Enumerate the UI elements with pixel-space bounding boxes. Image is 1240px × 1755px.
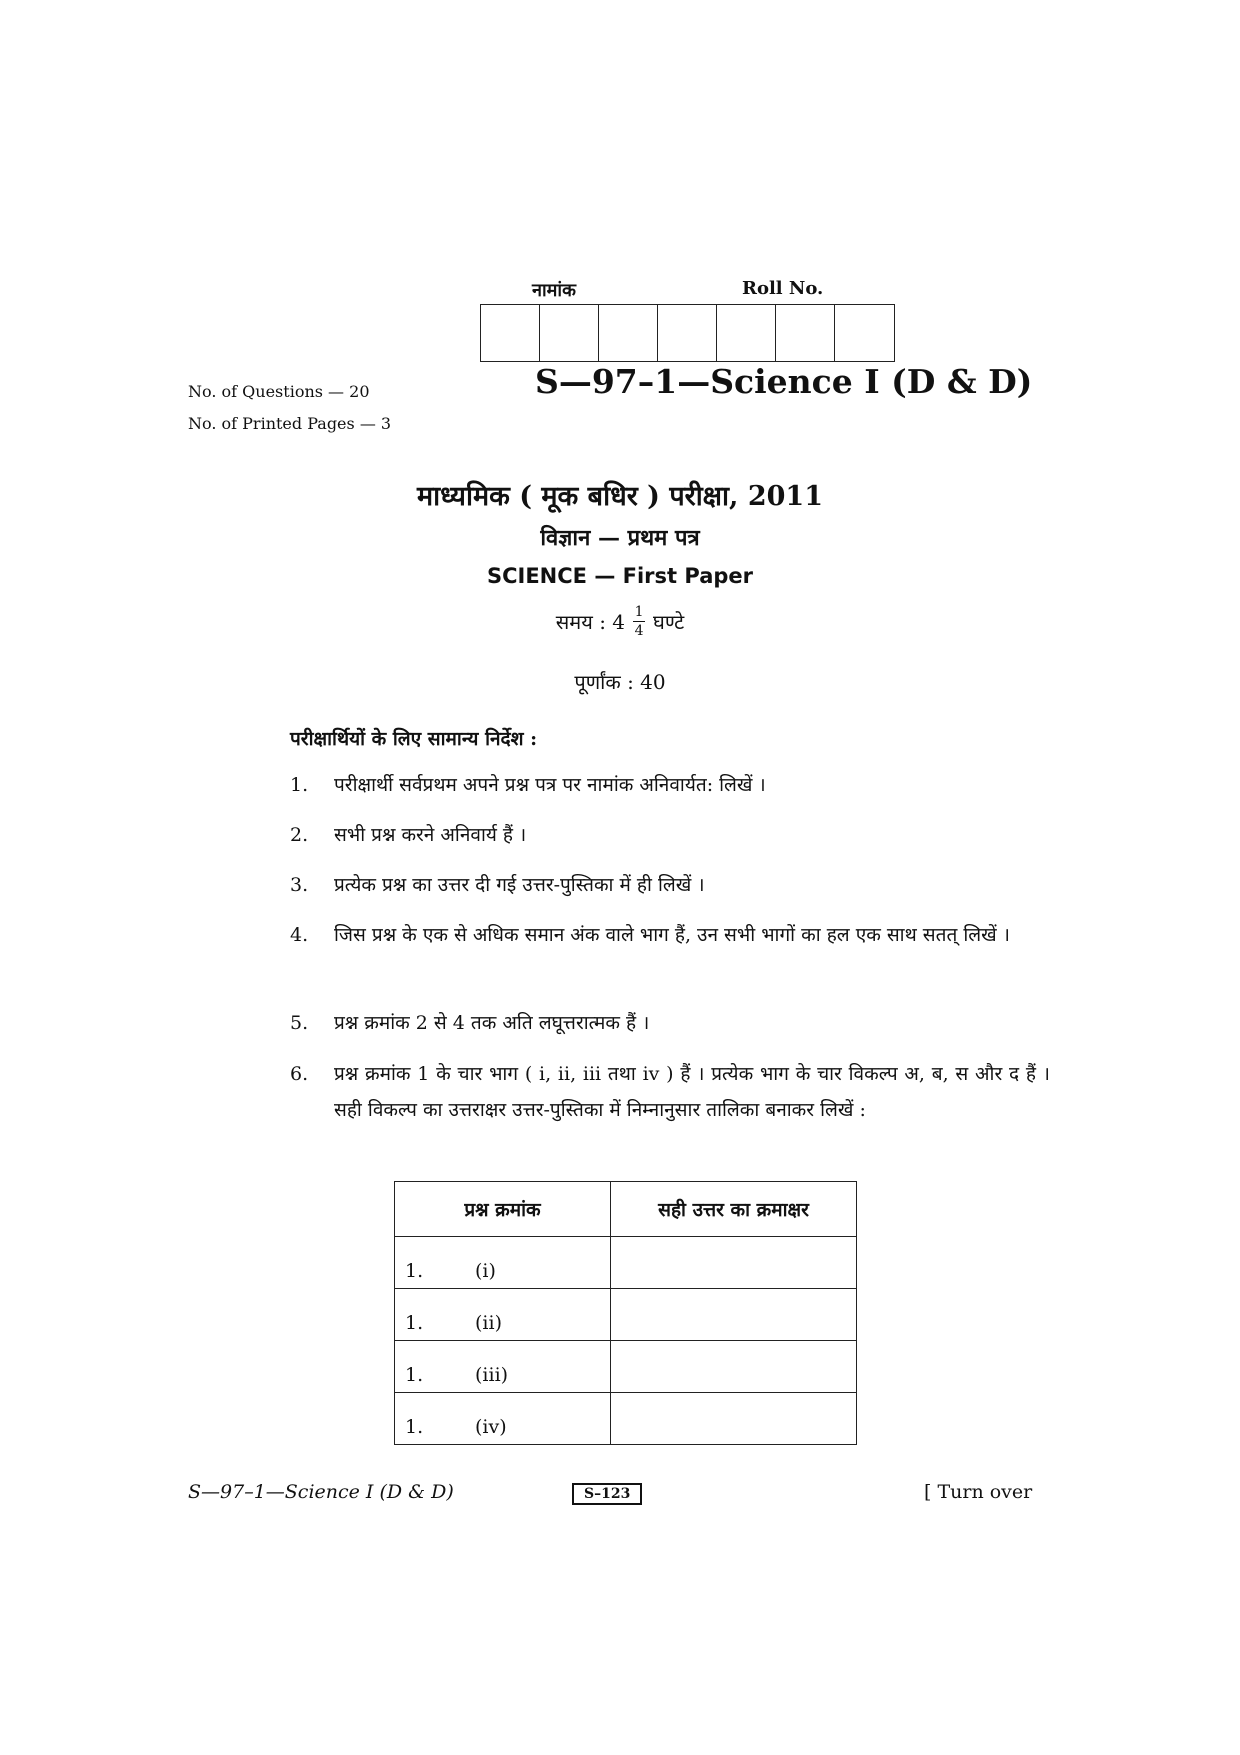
instruction-number: 5. (290, 1012, 309, 1034)
table-row (395, 1237, 857, 1289)
fraction-denominator: 4 (634, 623, 644, 639)
column-header-answer: सही उत्तर का क्रमाक्षर (611, 1182, 857, 1237)
turn-over-note: [ Turn over (924, 1481, 1033, 1503)
answer-cell (611, 1393, 857, 1445)
max-marks: पूर्णांक : 40 (574, 670, 666, 694)
footer-paper-code: S—97–1—Science I (D & D) (188, 1481, 454, 1503)
roll-box (481, 305, 540, 361)
question-number: 1. (405, 1312, 424, 1334)
instruction-number: 6. (290, 1063, 309, 1085)
instruction-number: 4. (290, 924, 309, 946)
instruction-item (290, 817, 1050, 853)
instruction-item (290, 1056, 1050, 1128)
subject-title-english: SCIENCE — First Paper (486, 564, 754, 588)
roll-label-english: Roll No. (742, 278, 824, 299)
roll-box (776, 305, 835, 361)
question-part: (iii) (475, 1364, 509, 1386)
roll-box (717, 305, 776, 361)
time-unit: घण्टे (653, 610, 685, 634)
roll-label-hindi: नामांक (532, 280, 576, 301)
instruction-number: 3. (290, 874, 309, 896)
instruction-number: 1. (290, 774, 309, 796)
table-row (395, 1393, 857, 1445)
question-cell (395, 1289, 611, 1341)
question-cell (395, 1237, 611, 1289)
answer-format-table (394, 1181, 857, 1445)
table-row (395, 1341, 857, 1393)
roll-box (658, 305, 717, 361)
subject-title-hindi: विज्ञान — प्रथम पत्र (540, 525, 700, 551)
question-number: 1. (405, 1364, 424, 1386)
time-label: समय : 4 (555, 610, 626, 634)
column-header-question: प्रश्न क्रमांक (395, 1182, 611, 1237)
instruction-text: सभी प्रश्न करने अनिवार्य हैं । (334, 824, 527, 846)
question-part: (iv) (475, 1416, 507, 1438)
instruction-item (290, 867, 1050, 903)
number-of-pages: No. of Printed Pages — 3 (188, 414, 392, 433)
roll-box (835, 305, 894, 361)
instruction-item (290, 917, 1050, 953)
roll-box (540, 305, 599, 361)
answer-cell (611, 1237, 857, 1289)
answer-cell (611, 1341, 857, 1393)
instruction-text: प्रश्न क्रमांक 1 के चार भाग ( i, ii, iii तथा iv ) हैं । प्रत्येक भाग के चार विकल्प अ, ब, स और द हैं । सही विकल्प का उत्तराक्षर उत्तर-पुस्तिका में निम्नानुसार तालिका बनाकर लिखें : (334, 1063, 1050, 1121)
instructions-heading: परीक्षार्थियों के लिए सामान्य निर्देश : (290, 728, 538, 750)
fraction-numerator: 1 (634, 604, 644, 620)
paper-code: S—97–1—Science I (D & D) (535, 362, 1033, 401)
answer-cell (611, 1289, 857, 1341)
question-number: 1. (405, 1260, 424, 1282)
instruction-item (290, 767, 1050, 803)
question-number: 1. (405, 1416, 424, 1438)
exam-duration (0, 605, 1240, 638)
instruction-text: प्रश्न क्रमांक 2 से 4 तक अति लघूत्तरात्मक हैं । (334, 1012, 650, 1034)
number-of-questions: No. of Questions — 20 (188, 382, 370, 401)
footer-serial-box: S–123 (572, 1483, 642, 1505)
question-part: (ii) (475, 1312, 502, 1334)
table-row (395, 1289, 857, 1341)
question-cell (395, 1341, 611, 1393)
time-fraction (633, 605, 645, 638)
roll-number-grid (480, 304, 895, 362)
exam-title-hindi: माध्यमिक ( मूक बधिर ) परीक्षा, 2011 (417, 481, 823, 512)
instruction-text: जिस प्रश्न के एक से अधिक समान अंक वाले भाग हैं, उन सभी भागों का हल एक साथ सतत् लिखें । (334, 924, 1010, 946)
instruction-item (290, 1005, 1050, 1041)
table-header-row (395, 1182, 857, 1237)
question-cell (395, 1393, 611, 1445)
roll-box (599, 305, 658, 361)
instruction-text: परीक्षार्थी सर्वप्रथम अपने प्रश्न पत्र पर नामांक अनिवार्यत: लिखें । (334, 774, 766, 796)
instruction-text: प्रत्येक प्रश्न का उत्तर दी गई उत्तर-पुस्तिका में ही लिखें । (334, 874, 705, 896)
question-part: (i) (475, 1260, 496, 1282)
instruction-number: 2. (290, 824, 309, 846)
